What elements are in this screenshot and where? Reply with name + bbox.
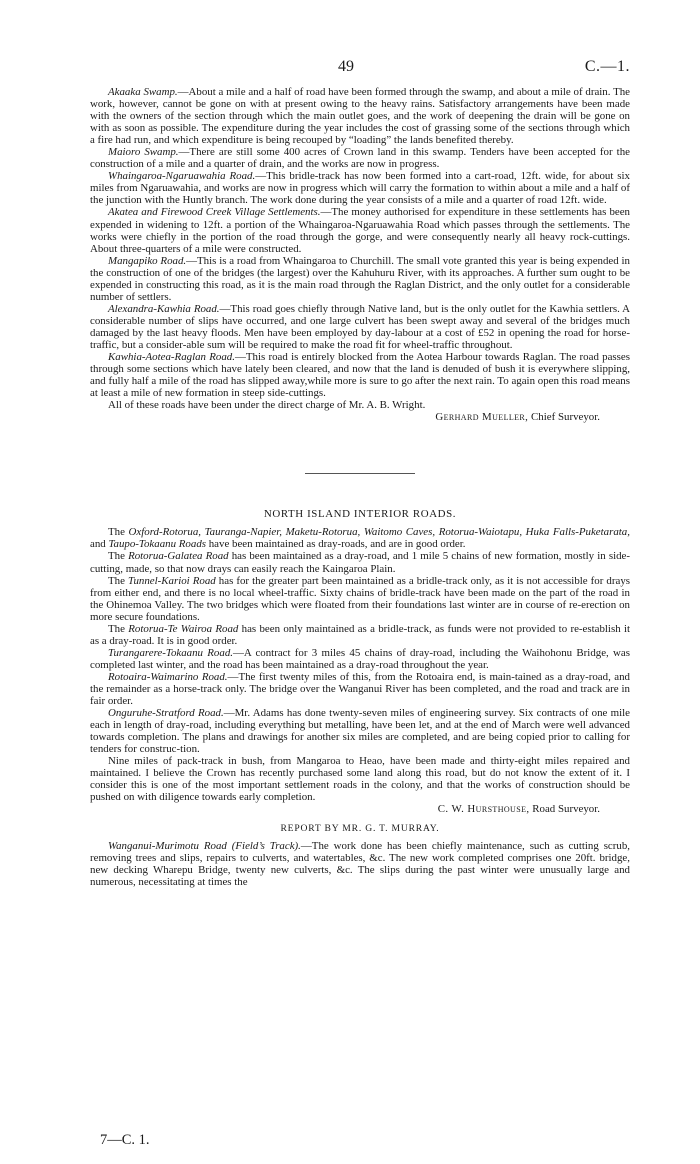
paragraph-text: —There are still some 400 acres of Crown land in this swamp. Tenders have been accepted for the construction of a mile and a quarter of drain, and the works are now in progress.: [90, 146, 630, 171]
paragraph-text: —A contract for 3 miles 45 chains of dray-road, including the Waihohonu Bridge, was completed last winter, and the road has been maintained as a dray-road throughout the year.: [90, 646, 630, 671]
paragraph-text: has been maintained as a dray-road, and 1 mile 5 chains of new formation, mostly in side-cutting, made, so that now drays can easily reach the Kaingaroa Plain.: [90, 550, 631, 575]
paragraph-lead: The: [108, 550, 129, 563]
section-western-roads: [90, 86, 630, 423]
paragraph-wanganui-murimotu: [90, 840, 630, 888]
road-title: Alexandra-Kawhia Road.: [108, 302, 220, 315]
paragraph-turangarere-tokaanu: [90, 647, 630, 671]
road-title: Rotorua-Galatea Road: [128, 550, 229, 563]
road-title: Kawhia-Aotea-Raglan Road.: [108, 351, 235, 364]
paragraph-text: has for the greater part been maintained as a bridle-track only, as it is not accessible for drays from either end, and there is no local wheel-traffic. Sixty chains of bridle-track have been made on the part of the road in the Ohinemoa Valley. The two bridges which were floated from their foundations last winter are in course of re-erection on more secure foundations.: [90, 574, 630, 623]
road-title: Wanganui-Murimotu Road (Field’s Track).: [108, 839, 301, 852]
section-heading: REPORT BY MR. G. T. MURRAY.: [280, 823, 440, 835]
section-heading: NORTH ISLAND INTERIOR ROADS.: [263, 508, 457, 521]
paragraph-text: —This bridle-track has now been formed into a cart-road, 12ft. wide, for about six miles from Ngaruawahia, and works are now in progress which will carry the formation to within about a mile and a half of the junction with the Huntly branch. The work done during the year consists of a mile and a quarter of road 12ft. wide.: [90, 170, 630, 207]
paragraph-akatea-firewood: [90, 206, 630, 254]
paragraph-whaingaroa-ngaruawahia: [90, 170, 630, 206]
road-title: Akatea and Firewood Creek Village Settlements.: [108, 206, 321, 219]
section-north-island-interior-roads: [90, 508, 630, 815]
signature-title: Chief Surveyor.: [531, 411, 600, 424]
paragraph-rotorua-te-wairoa: [90, 623, 630, 647]
road-title: Whaingaroa-Ngaruawahia Road.: [108, 170, 256, 183]
signature-mark: 7—C. 1.: [100, 1132, 150, 1148]
road-title: Mangapiko Road.: [108, 254, 187, 267]
road-list: Oxford-Rotorua, Tauranga-Napier, Maketu-Rotorua, Waitomo Caves, Rotorua-Waiotapu, Huka Falls-Puketarata,: [128, 526, 630, 539]
road-title: Turangarere-Tokaanu Road.: [108, 646, 233, 659]
road-title: Rotorua-Te Wairoa Road: [128, 622, 239, 635]
paragraph-rotorua-galatea: [90, 550, 630, 574]
paragraph-rotoaira-waimarino: [90, 671, 630, 707]
paragraph-text: All of these roads have been under the direct charge of Mr. A. B. Wright.: [108, 399, 426, 412]
document-reference: C.—1.: [584, 58, 630, 75]
signature-name: Gerhard Mueller,: [435, 411, 529, 424]
paragraph-pack-track: [90, 755, 630, 803]
paragraph-text: —This road goes chiefly through Native land, but is the only outlet for the Kawhia settlers. A considerable number of slips have occurred, and one large culvert has been swept away and several of the bridges much damaged by the last heavy floods. Men have been employed by day-labour at a cost of £52 in opening the road for horse-traffic, but a consider-able sum will be required to make the road fit for wheel-traffic throughout.: [90, 302, 630, 351]
road-title: Tunnel-Karioi Road: [127, 574, 216, 587]
paragraph-text: —This road is entirely blocked from the Aotea Harbour towards Raglan. The road passes through some sections which have lately been cleared, and now that the land is denuded of bush it is everywhere slipping, and fully half a mile of the road has slipped away,while more is sure to go after the next rain. To again open this road means at least a mile of new formation in steep side-cuttings.: [90, 351, 630, 400]
paragraph-dray-roads-list: [90, 526, 630, 550]
paragraph-alexandra-kawhia: [90, 303, 630, 351]
signature-chief-surveyor: [90, 411, 630, 423]
paragraph-text: —The first twenty miles of this, from the Rotoaira end, is main-tained as a dray-road, and the remainder as a horse-track only. The bridge over the Wanganui River has been completed, and the road and track are in fair order.: [90, 670, 631, 708]
signature-name: C. W. Hursthouse,: [437, 803, 530, 816]
paragraph-conjunction: and: [90, 538, 106, 551]
paragraph-text: Nine miles of pack-track in bush, from Mangaroa to Heao, have been made and thirty-eight miles repaired and maintained. I believe the Crown has recently purchased some land along this road, but do not know the extent of it. I consider this is one of the most important settlement roads in the colony, and that the works of construction should be pushed on with diligence towards early completion.: [90, 755, 630, 804]
paragraph-lead: The: [108, 622, 129, 635]
paragraph-akaaka-swamp: [90, 86, 630, 146]
paragraph-tunnel-karioi: [90, 575, 630, 623]
paragraph-text: —The money authorised for expenditure in these settlements has been expended in widening to 12ft. a portion of the Whaingaroa-Ngaruawahia Road which passes through the settlements. The works were chiefly in the portion of the road through the gorge, and were consequently nearly all heavy rock-cuttings. About three-quarters of a mile were constructed.: [90, 206, 631, 255]
paragraph-text: —This is a road from Whaingaroa to Churchill. The small vote granted this year is being expended in the construction of one of the bridges (the largest) over the Kahuhuru River, with its approaches. A further sum ought to be expended in constructing this road, as it is the main road through the Raglan District, and the only outlet for a considerable number of settlers.: [90, 254, 630, 303]
signature-road-surveyor: [90, 803, 630, 815]
paragraph-text: has been only maintained as a bridle-track, as funds were not provided to re-establish it as a dray-road. It is in good order.: [90, 622, 631, 647]
paragraph-lead: The: [108, 574, 128, 587]
paragraph-text: have been maintained as dray-roads, and are in good order.: [208, 538, 466, 551]
paragraph-kawhia-aotea-raglan: [90, 351, 630, 399]
road-title: Maioro Swamp.: [108, 146, 179, 159]
paragraph-maioro-swamp: [90, 146, 630, 170]
paragraph-mangapiko: [90, 255, 630, 303]
page-content: [90, 86, 630, 888]
road-title: Rotoaira-Waimarino Road.: [108, 670, 228, 683]
page-number: 49: [338, 58, 354, 75]
road-title: Taupo-Tokaanu Roads: [108, 538, 206, 551]
page-header: [90, 58, 630, 78]
section-murray-report: [90, 823, 630, 887]
road-title: Onguruhe-Stratford Road.: [108, 707, 224, 720]
paragraph-onguruhe-stratford: [90, 707, 630, 755]
paragraph-supervision: [90, 399, 630, 411]
section-divider: [305, 473, 415, 474]
paragraph-text: —Mr. Adams has done twenty-seven miles of engineering survey. Six contracts of one mile each in length of dray-road, including everything but metalling, have been let, and at the end of March were well advanced towards completion. The plans and drawings for another six miles are completed, and are being copied prior to calling for tenders for construc-tion.: [90, 707, 630, 756]
road-title: Akaaka Swamp.: [108, 86, 178, 98]
paragraph-text: —About a mile and a half of road have been formed through the swamp, and about a mile of drain. The work, however, cannot be gone on with at present owing to the heavy rains. Satisfactory arrangements have been made with the owners of the section through which the main outlet goes, and the work of deepening the drain will be gone on with as soon as possible. The expenditure during the year includes the cost of grassing some of the sections through which a fire had run, and which expenditure is being recouped by “loading” the lands benefited thereby.: [90, 86, 630, 147]
paragraph-lead: The: [108, 526, 125, 539]
signature-title: Road Surveyor.: [532, 803, 600, 816]
paragraph-text: —The work done has been chiefly maintenance, such as cutting scrub, removing trees and slips, repairs to culverts, and watertables, &c. The new work completed comprises one 20ft. bridge, new decking Wharepu Bridge, twenty new culverts, &c. The slips during the past winter were unusually large and numerous, necessitating at times the: [90, 839, 631, 888]
